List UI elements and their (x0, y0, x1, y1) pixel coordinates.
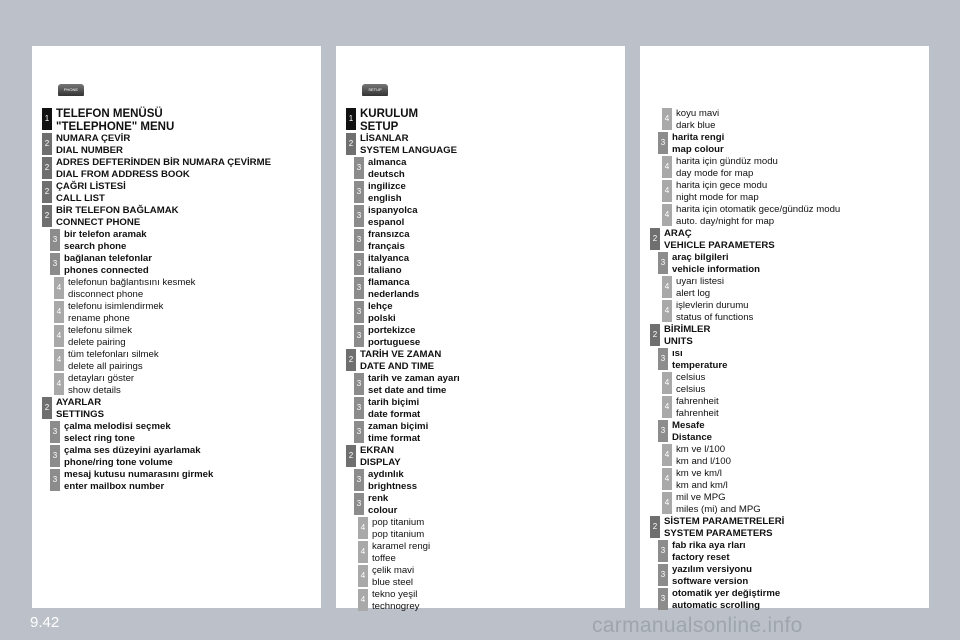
menu-item-text (64, 469, 213, 492)
menu-item-label-tr: harita için gündüz modu (676, 156, 778, 167)
menu-item-label-tr: TELEFON MENÜSÜ (56, 108, 163, 120)
menu-item-text (676, 444, 731, 467)
menu-item-label-tr: mesaj kutusu numarasını girmek (64, 469, 214, 480)
menu-item-label-tr: araç bilgileri (672, 252, 729, 263)
menu-item-label-en: phone/ring tone volume (64, 456, 173, 468)
menu-item-level-2 (650, 324, 710, 347)
menu-item-label-tr: çalma ses düzeyini ayarlamak (64, 445, 201, 456)
menu-item-label-en: status of functions (676, 311, 754, 323)
menu-item-level-3 (658, 420, 712, 443)
menu-item-label-en: colour (368, 504, 398, 516)
level-badge: 4 (54, 277, 64, 299)
menu-item-text (672, 348, 727, 371)
level-badge: 4 (662, 276, 672, 298)
level-badge: 4 (662, 468, 672, 490)
phone-button-icon (58, 84, 84, 96)
menu-item-label-tr: pop titanium (372, 517, 425, 528)
menu-item-text (672, 564, 752, 587)
menu-item-label-tr: ispanyolca (368, 205, 418, 216)
menu-item-text (360, 133, 457, 156)
menu-item-label-tr: tarih biçimi (368, 397, 420, 408)
level-badge: 3 (354, 325, 364, 347)
menu-item-level-4 (662, 396, 719, 419)
menu-item-level-3 (354, 181, 406, 204)
menu-item-label-tr: harita rengi (672, 132, 725, 143)
menu-item-label-en: miles (mi) and MPG (676, 503, 761, 515)
level-badge: 4 (358, 589, 368, 611)
menu-item-text (368, 373, 460, 396)
menu-item-label-tr: harita için gece modu (676, 180, 768, 191)
menu-item-label-en: temperature (672, 359, 728, 371)
menu-item-label-en: show details (68, 384, 121, 396)
level-badge: 3 (354, 205, 364, 227)
level-badge: 4 (358, 565, 368, 587)
menu-item-text (676, 372, 705, 395)
menu-item-level-2 (42, 157, 271, 180)
menu-item-label-en: celsius (676, 383, 706, 395)
level-badge: 4 (54, 301, 64, 323)
level-badge: 2 (346, 349, 356, 371)
menu-item-label-tr: fransızca (368, 229, 410, 240)
menu-item-level-3 (354, 397, 420, 420)
menu-item-level-1 (42, 108, 174, 133)
menu-item-level-3 (354, 373, 460, 396)
menu-item-level-3 (50, 421, 171, 444)
menu-item-label-tr: celsius (676, 372, 706, 383)
menu-item-label-tr: koyu mavi (676, 108, 720, 119)
menu-item-label-tr: detayları göster (68, 373, 135, 384)
setup-button-icon (362, 84, 388, 96)
menu-item-level-4 (54, 277, 195, 300)
column-setup-menu-continued (640, 46, 929, 611)
menu-item-label-en: UNITS (664, 335, 693, 347)
menu-item-level-4 (662, 204, 840, 227)
menu-item-text (64, 229, 147, 252)
menu-item-label-tr: KURULUM (360, 108, 419, 120)
menu-item-label-en: alert log (676, 287, 711, 299)
menu-item-text (368, 181, 406, 204)
level-badge: 3 (658, 252, 668, 274)
menu-item-label-en: disconnect phone (68, 288, 144, 300)
level-badge: 3 (354, 469, 364, 491)
menu-item-label-tr: ARAÇ (664, 228, 692, 239)
menu-item-label-en: english (368, 192, 402, 204)
menu-item-label-tr: SİSTEM PARAMETRELERİ (664, 516, 785, 527)
menu-item-level-3 (658, 588, 780, 611)
menu-item-text (676, 204, 840, 227)
level-badge: 2 (42, 133, 52, 155)
menu-item-text (368, 229, 410, 252)
menu-item-label-en: search phone (64, 240, 127, 252)
menu-item-text (56, 157, 271, 180)
phone-button-label: PHONE (63, 87, 79, 92)
menu-item-label-en: vehicle information (672, 263, 760, 275)
menu-item-level-3 (354, 493, 397, 516)
menu-item-text (64, 253, 152, 276)
menu-item-label-tr: fahrenheit (676, 396, 719, 407)
menu-item-level-4 (358, 589, 419, 612)
menu-item-text (676, 108, 719, 131)
menu-item-text (368, 205, 418, 228)
menu-item-level-2 (42, 181, 126, 204)
menu-item-level-3 (354, 205, 418, 228)
menu-item-text (372, 589, 419, 612)
menu-item-label-en: km and l/100 (676, 455, 731, 467)
menu-item-label-tr: telefonun bağlantısını kesmek (68, 277, 196, 288)
menu-item-level-4 (662, 444, 731, 467)
level-badge: 2 (42, 397, 52, 419)
menu-item-level-4 (358, 565, 414, 588)
menu-item-label-en: select ring tone (64, 432, 135, 444)
menu-item-level-3 (658, 252, 760, 275)
level-badge: 2 (650, 324, 660, 346)
level-badge: 4 (662, 492, 672, 514)
menu-item-label-tr: otomatik yer değiştirme (672, 588, 781, 599)
level-badge: 3 (50, 421, 60, 443)
menu-item-label-tr: karamel rengi (372, 541, 431, 552)
menu-item-label-en: SETUP (360, 120, 399, 133)
menu-item-label-tr: italyanca (368, 253, 410, 264)
menu-item-label-tr: bir telefon aramak (64, 229, 147, 240)
menu-item-text (368, 469, 417, 492)
menu-item-label-en: Distance (672, 431, 712, 443)
level-badge: 3 (354, 181, 364, 203)
menu-item-text (368, 277, 419, 300)
menu-item-level-3 (658, 132, 724, 155)
level-badge: 3 (354, 277, 364, 299)
menu-item-label-en: rename phone (68, 312, 130, 324)
level-badge: 3 (354, 157, 364, 179)
menu-item-text (56, 181, 126, 204)
menu-item-level-3 (354, 301, 396, 324)
menu-item-text (676, 180, 767, 203)
menu-item-label-tr: BİR TELEFON BAĞLAMAK (56, 205, 179, 216)
menu-item-level-4 (662, 108, 719, 131)
level-badge: 3 (354, 301, 364, 323)
menu-item-text (372, 565, 414, 588)
menu-item-label-en: DIAL NUMBER (56, 144, 123, 156)
menu-item-label-tr: Mesafe (672, 420, 705, 431)
level-badge: 4 (662, 300, 672, 322)
menu-item-level-2 (42, 205, 179, 228)
menu-item-label-tr: tarih ve zaman ayarı (368, 373, 460, 384)
menu-item-level-3 (354, 469, 417, 492)
menu-item-label-tr: ısı (672, 348, 683, 359)
menu-item-label-tr: çalma melodisi seçmek (64, 421, 171, 432)
menu-item-label-tr: LİSANLAR (360, 133, 409, 144)
level-badge: 4 (662, 156, 672, 178)
menu-item-text (664, 324, 710, 347)
menu-item-text (56, 397, 104, 420)
level-badge: 2 (650, 516, 660, 538)
menu-item-text (56, 108, 174, 133)
menu-item-text (672, 540, 746, 563)
menu-item-level-3 (354, 229, 410, 252)
menu-item-label-tr: telefonu silmek (68, 325, 132, 336)
menu-item-text (68, 325, 132, 348)
level-badge: 2 (346, 133, 356, 155)
menu-item-label-tr: almanca (368, 157, 407, 168)
menu-item-text (368, 421, 428, 444)
level-badge: 2 (42, 181, 52, 203)
level-badge: 1 (346, 108, 356, 130)
level-badge: 2 (346, 445, 356, 467)
menu-item-text (368, 253, 409, 276)
menu-item-level-2 (42, 133, 130, 156)
menu-item-level-3 (354, 253, 409, 276)
level-badge: 3 (658, 564, 668, 586)
menu-item-label-tr: ingilizce (368, 181, 406, 192)
menu-item-text (368, 397, 420, 420)
menu-item-label-en: automatic scrolling (672, 599, 760, 611)
menu-item-level-3 (354, 277, 419, 300)
menu-item-label-tr: TARİH VE ZAMAN (360, 349, 442, 360)
menu-item-label-en: set date and time (368, 384, 447, 396)
menu-item-label-tr: lehçe (368, 301, 393, 312)
menu-item-label-en: CALL LIST (56, 192, 105, 204)
menu-item-label-en: km and km/l (676, 479, 728, 491)
menu-item-label-en: DISPLAY (360, 456, 401, 468)
menu-item-label-en: portuguese (368, 336, 421, 348)
menu-item-level-4 (662, 156, 778, 179)
menu-item-label-tr: harita için otomatik gece/gündüz modu (676, 204, 841, 215)
level-badge: 3 (658, 132, 668, 154)
menu-item-text (360, 445, 401, 468)
menu-item-text (368, 493, 397, 516)
menu-item-label-tr: fab rika aya rları (672, 540, 746, 551)
level-badge: 3 (354, 229, 364, 251)
menu-item-label-tr: EKRAN (360, 445, 395, 456)
level-badge: 4 (358, 517, 368, 539)
menu-item-text (56, 205, 179, 228)
level-badge: 3 (354, 253, 364, 275)
menu-item-level-4 (662, 372, 705, 395)
menu-item-label-tr: bağlanan telefonlar (64, 253, 152, 264)
menu-item-text (68, 301, 163, 324)
menu-item-label-en: polski (368, 312, 396, 324)
level-badge: 4 (662, 204, 672, 226)
menu-item-label-tr: BİRİMLER (664, 324, 711, 335)
menu-item-label-en: DIAL FROM ADDRESS BOOK (56, 168, 190, 180)
level-badge: 3 (658, 348, 668, 370)
menu-item-label-tr: NUMARA ÇEVİR (56, 133, 131, 144)
level-badge: 4 (54, 325, 64, 347)
level-badge: 3 (354, 397, 364, 419)
level-badge: 4 (662, 396, 672, 418)
menu-item-label-en: italiano (368, 264, 402, 276)
menu-item-text (664, 516, 784, 539)
level-badge: 3 (658, 540, 668, 562)
menu-item-label-tr: ADRES DEFTERİNDEN BİR NUMARA ÇEVİRME (56, 157, 271, 168)
menu-item-label-en: factory reset (672, 551, 730, 563)
menu-item-level-3 (658, 348, 727, 371)
menu-item-label-tr: mil ve MPG (676, 492, 726, 503)
menu-item-text (368, 301, 396, 324)
menu-item-label-en: day mode for map (676, 167, 754, 179)
level-badge: 3 (658, 588, 668, 610)
menu-item-level-4 (662, 180, 767, 203)
level-badge: 2 (42, 157, 52, 179)
menu-item-label-en: blue steel (372, 576, 414, 588)
menu-item-label-en: delete all pairings (68, 360, 143, 372)
menu-item-level-4 (358, 517, 424, 540)
menu-item-label-en: CONNECT PHONE (56, 216, 141, 228)
menu-item-label-en: map colour (672, 143, 724, 155)
menu-item-label-tr: km ve km/l (676, 468, 722, 479)
level-badge: 3 (50, 253, 60, 275)
menu-item-text (360, 108, 418, 133)
menu-item-label-en: phones connected (64, 264, 149, 276)
menu-item-text (68, 349, 159, 372)
menu-item-label-en: SETTINGS (56, 408, 104, 420)
menu-item-label-en: night mode for map (676, 191, 759, 203)
menu-item-text (68, 277, 195, 300)
menu-item-label-en: delete pairing (68, 336, 126, 348)
menu-item-text (676, 396, 719, 419)
menu-item-label-tr: km ve l/100 (676, 444, 726, 455)
menu-item-level-3 (50, 469, 213, 492)
menu-item-label-tr: yazılım versiyonu (672, 564, 752, 575)
menu-item-level-4 (662, 492, 761, 515)
menu-item-text (368, 325, 420, 348)
menu-item-level-4 (54, 301, 163, 324)
menu-item-text (56, 133, 130, 156)
menu-item-level-3 (354, 157, 406, 180)
menu-item-level-3 (50, 229, 147, 252)
menu-item-text (672, 588, 780, 611)
watermark: carmanualsonline.info (592, 614, 803, 637)
menu-item-text (676, 468, 728, 491)
menu-item-level-4 (662, 276, 724, 299)
menu-item-level-3 (50, 445, 201, 468)
menu-item-label-tr: zaman biçimi (368, 421, 429, 432)
menu-item-level-2 (650, 228, 775, 251)
menu-item-level-4 (54, 325, 132, 348)
menu-item-label-tr: ÇAĞRI LİSTESİ (56, 181, 126, 192)
menu-item-label-tr: portekizce (368, 325, 416, 336)
menu-item-label-en: software version (672, 575, 749, 587)
menu-item-label-en: auto. day/night for map (676, 215, 775, 227)
menu-item-label-en: français (368, 240, 405, 252)
menu-item-level-4 (358, 541, 430, 564)
menu-item-text (676, 492, 761, 515)
menu-item-label-en: pop titanium (372, 528, 425, 540)
menu-item-label-tr: flamanca (368, 277, 410, 288)
menu-item-label-tr: işlevlerin durumu (676, 300, 749, 311)
level-badge: 4 (662, 372, 672, 394)
level-badge: 3 (50, 229, 60, 251)
menu-item-label-tr: renk (368, 493, 389, 504)
menu-item-level-2 (42, 397, 104, 420)
page-number: 9.42 (30, 614, 60, 631)
menu-item-label-tr: telefonu isimlendirmek (68, 301, 164, 312)
menu-item-label-en: SYSTEM PARAMETERS (664, 527, 773, 539)
menu-item-label-tr: tüm telefonları silmek (68, 349, 159, 360)
level-badge: 4 (662, 180, 672, 202)
menu-item-label-tr: tekno yeşil (372, 589, 418, 600)
level-badge: 2 (42, 205, 52, 227)
menu-item-level-3 (658, 540, 746, 563)
menu-item-text (664, 228, 775, 251)
menu-item-label-en: "TELEPHONE" MENU (56, 120, 175, 133)
menu-item-label-tr: çelik mavi (372, 565, 415, 576)
menu-item-text (372, 517, 424, 540)
menu-item-level-4 (54, 373, 134, 396)
level-badge: 4 (662, 108, 672, 130)
menu-item-label-en: time format (368, 432, 421, 444)
column-phone-menu (32, 46, 321, 608)
level-badge: 4 (54, 373, 64, 395)
menu-item-label-en: technogrey (372, 600, 420, 612)
level-badge: 4 (54, 349, 64, 371)
menu-item-text (372, 541, 430, 564)
menu-item-level-3 (658, 564, 752, 587)
menu-item-level-3 (50, 253, 152, 276)
column-setup-menu (336, 46, 625, 612)
level-badge: 1 (42, 108, 52, 130)
menu-item-level-2 (346, 445, 401, 468)
level-badge: 3 (658, 420, 668, 442)
menu-item-label-en: enter mailbox number (64, 480, 165, 492)
menu-item-level-2 (346, 349, 441, 372)
menu-item-text (676, 276, 724, 299)
menu-item-text (360, 349, 441, 372)
level-badge: 3 (354, 373, 364, 395)
menu-item-text (676, 300, 753, 323)
menu-item-label-en: SYSTEM LANGUAGE (360, 144, 458, 156)
level-badge: 3 (50, 445, 60, 467)
menu-item-level-4 (662, 468, 728, 491)
menu-item-label-en: VEHICLE PARAMETERS (664, 239, 775, 251)
level-badge: 3 (354, 493, 364, 515)
menu-item-text (64, 421, 171, 444)
menu-item-level-2 (346, 133, 457, 156)
menu-item-label-en: date format (368, 408, 421, 420)
menu-item-level-3 (354, 421, 428, 444)
menu-item-level-3 (354, 325, 420, 348)
menu-item-label-en: fahrenheit (676, 407, 719, 419)
menu-item-label-tr: AYARLAR (56, 397, 102, 408)
level-badge: 3 (50, 469, 60, 491)
menu-item-text (676, 156, 778, 179)
menu-item-label-en: dark blue (676, 119, 716, 131)
menu-item-text (368, 157, 406, 180)
menu-item-label-en: DATE AND TIME (360, 360, 435, 372)
menu-item-label-en: brightness (368, 480, 418, 492)
menu-item-label-tr: uyarı listesi (676, 276, 724, 287)
level-badge: 4 (358, 541, 368, 563)
menu-item-label-tr: aydınlık (368, 469, 404, 480)
menu-item-text (672, 252, 760, 275)
setup-button-label: SETUP (368, 87, 382, 92)
menu-item-text (672, 420, 712, 443)
menu-item-level-2 (650, 516, 784, 539)
menu-item-text (64, 445, 201, 468)
menu-item-label-en: espanol (368, 216, 405, 228)
menu-item-text (672, 132, 724, 155)
level-badge: 3 (354, 421, 364, 443)
level-badge: 2 (650, 228, 660, 250)
menu-item-label-en: toffee (372, 552, 396, 564)
menu-item-label-en: deutsch (368, 168, 405, 180)
menu-item-label-en: nederlands (368, 288, 420, 300)
menu-item-text (68, 373, 134, 396)
level-badge: 4 (662, 444, 672, 466)
menu-item-level-4 (54, 349, 159, 372)
menu-item-level-4 (662, 300, 753, 323)
menu-item-level-1 (346, 108, 418, 133)
